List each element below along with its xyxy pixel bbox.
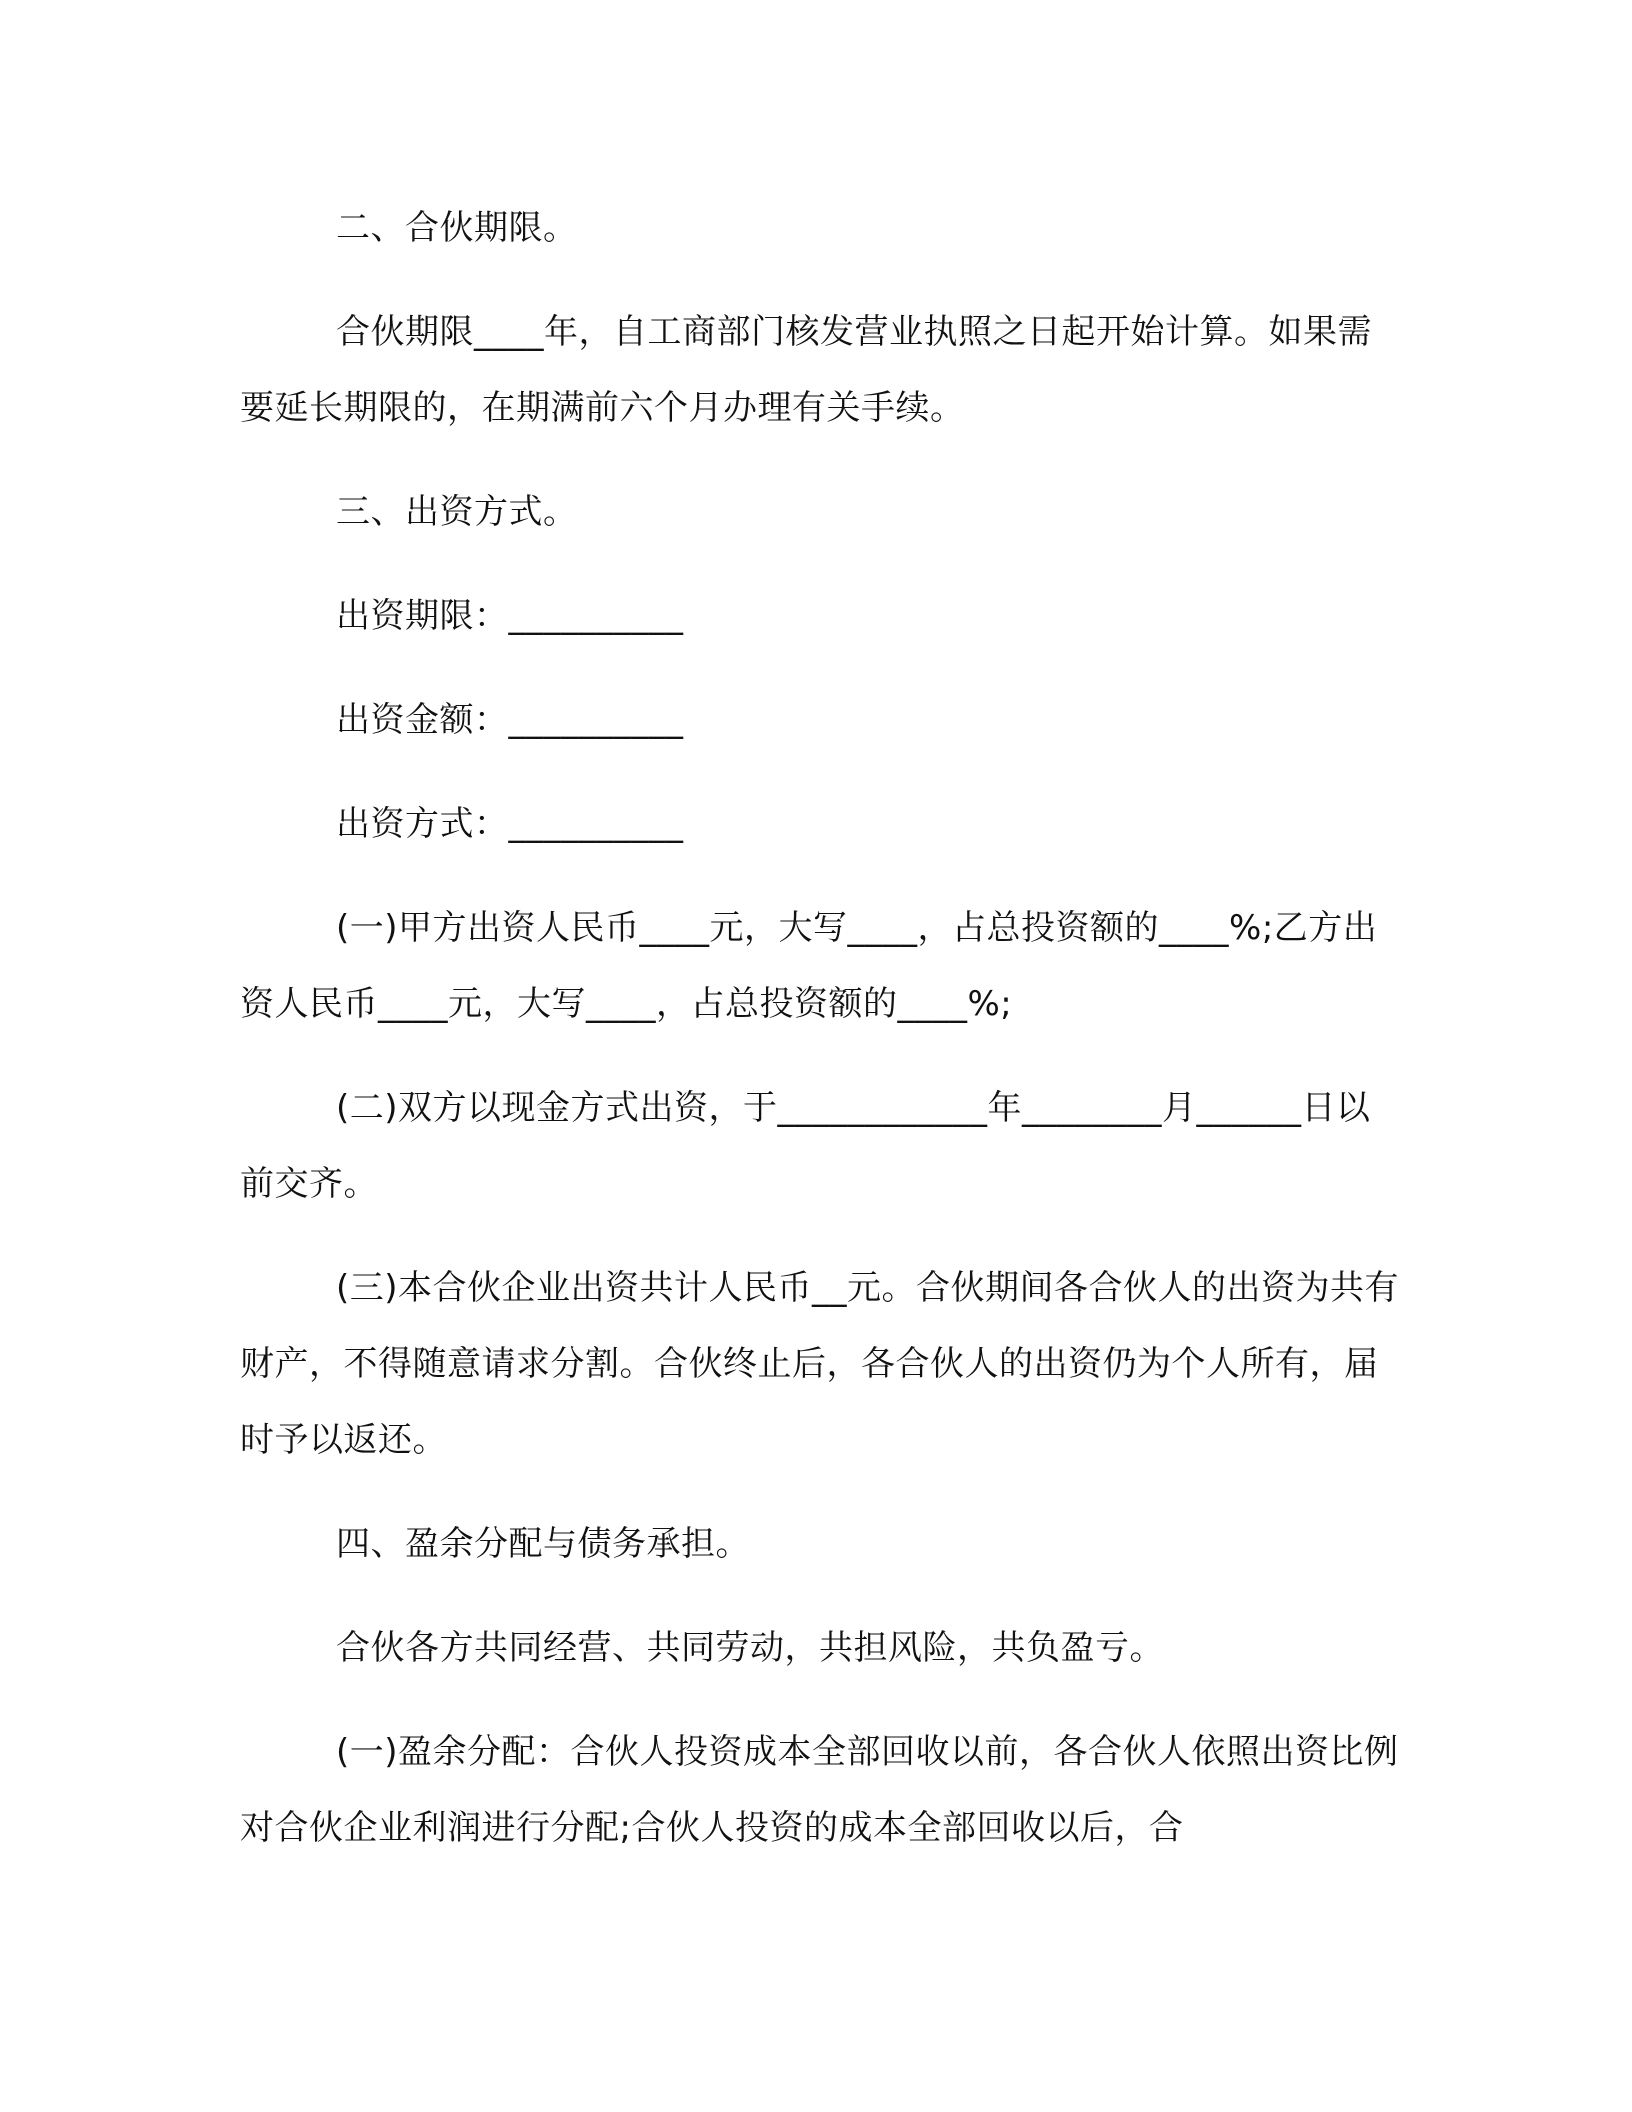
field-contribution-deadline: 出资期限：__________ bbox=[336, 596, 684, 636]
document-body bbox=[240, 190, 1400, 1894]
section-heading-contribution: 三、出资方式。 bbox=[336, 492, 578, 532]
section-heading-term: 二、合伙期限。 bbox=[336, 208, 578, 248]
section-heading-profit: 四、盈余分配与债务承担。 bbox=[336, 1524, 750, 1564]
field-contribution-method: 出资方式：__________ bbox=[336, 804, 684, 844]
paragraph-clause-3: (三)本合伙企业出资共计人民币__元。合伙期间各合伙人的出资为共有财产，不得随意请求分割。合伙终止后，各合伙人的出资仍为个人所有，届时予以返还。 bbox=[240, 1268, 1400, 1460]
paragraph-clause-1: (一)甲方出资人民币____元，大写____，占总投资额的____%;乙方出资人民币____元，大写____，占总投资额的____%; bbox=[240, 908, 1378, 1024]
paragraph-profit-clause-1: (一)盈余分配：合伙人投资成本全部回收以前，各合伙人依照出资比例对合伙企业利润进行分配;合伙人投资的成本全部回收以后，合 bbox=[240, 1732, 1399, 1848]
paragraph-term: 合伙期限____年，自工商部门核发营业执照之日起开始计算。如果需要延长期限的，在期满前六个月办理有关手续。 bbox=[240, 312, 1372, 428]
paragraph-profit-intro: 合伙各方共同经营、共同劳动，共担风险，共负盈亏。 bbox=[336, 1628, 1164, 1668]
field-contribution-amount: 出资金额：__________ bbox=[336, 700, 684, 740]
paragraph-clause-2: (二)双方以现金方式出资，于____________年________月______日以前交齐。 bbox=[240, 1088, 1371, 1204]
